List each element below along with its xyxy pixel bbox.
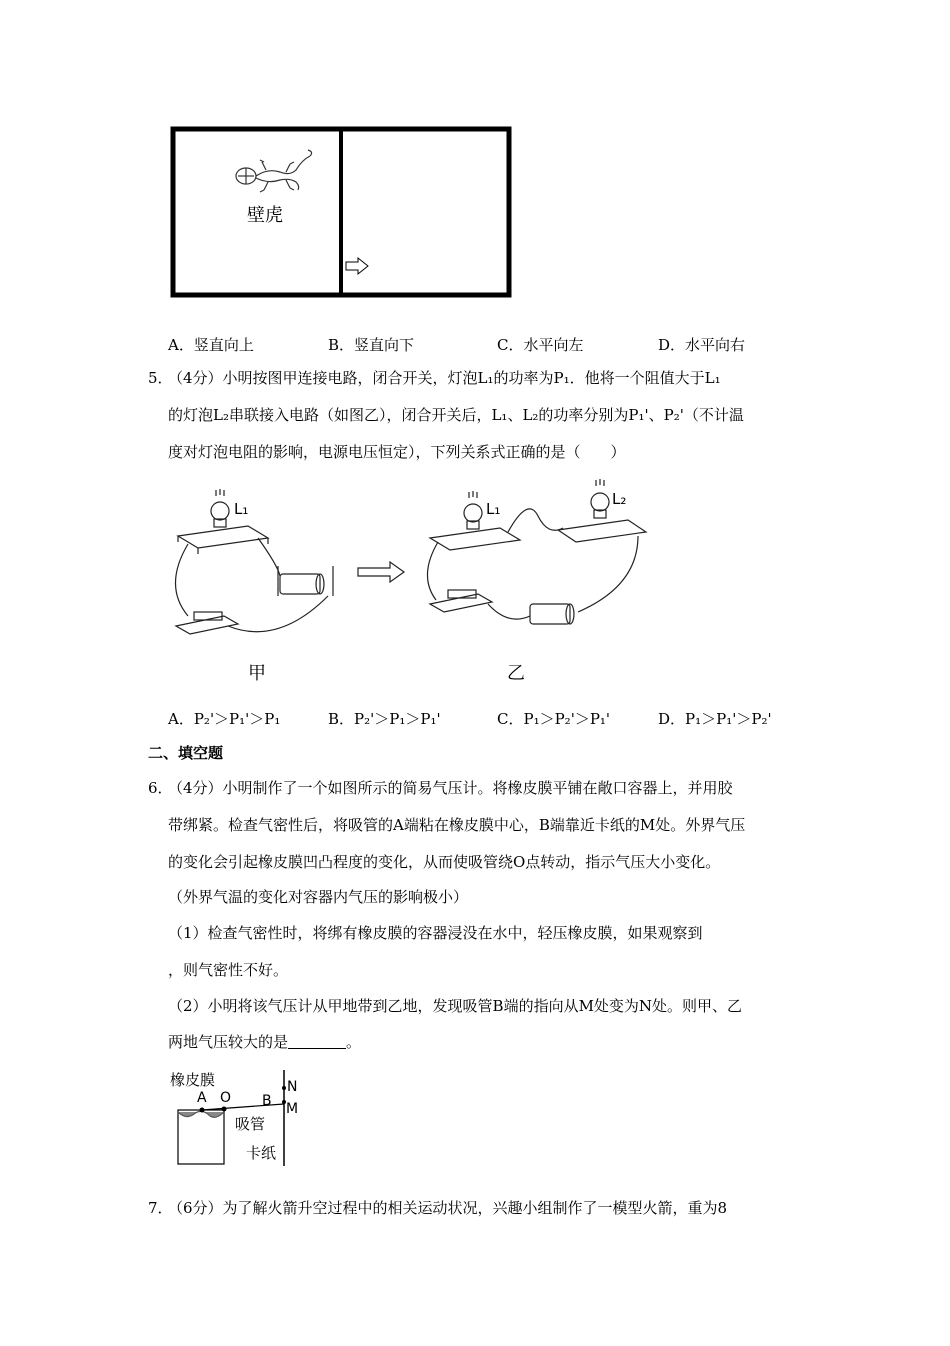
fig-label-b: B (262, 1093, 272, 1109)
q6-sub2-line1: （2）小明将该气压计从甲地带到乙地，发现吸管B端的指向从M处变为N处。则甲、乙 (168, 997, 743, 1015)
q6-sub2-post: 。 (346, 1033, 362, 1051)
option-b: B．竖直向下 (328, 336, 415, 354)
label-yi: 乙 (507, 663, 525, 684)
gecko-figure (168, 124, 514, 300)
bulb-l2-label-yi: L₂ (612, 490, 627, 508)
label-jia: 甲 (248, 663, 266, 684)
q5-line3: 度对灯泡电阻的影响，电源电压恒定），下列关系式正确的是（ ） (168, 443, 626, 461)
option-a: A．竖直向上 (168, 336, 254, 354)
q5-line1 (168, 368, 808, 388)
q5-option-a: A．P₂'＞P₁'＞P₁ (168, 710, 281, 728)
fig-label-n: N (287, 1079, 298, 1095)
gecko-icon (236, 150, 312, 192)
fig-label-o: O (220, 1090, 232, 1106)
fig-label-membrane: 橡皮膜 (170, 1071, 216, 1089)
q6-sub1-line1: （1）检查气密性时，将绑有橡皮膜的容器浸没在水中，轻压橡皮膜，如果观察到 (168, 924, 703, 942)
q5-text1: 小明按图甲连接电路，闭合开关，灯泡L₁的功率为P₁．他将一个阻值大于L₁ (222, 369, 721, 387)
q5-option-c: C．P₁＞P₂'＞P₁' (497, 710, 611, 728)
q5-option-b: B．P₂'＞P₁＞P₁' (328, 710, 441, 728)
q6-sub1-line2: ，则气密性不好。 (168, 961, 289, 979)
q6-number: 6． (148, 779, 173, 797)
section-title: 二、填空题 (148, 744, 224, 762)
arrow-right-icon (346, 258, 368, 274)
fig-label-a: A (197, 1090, 207, 1106)
fig-label-m: M (286, 1101, 299, 1117)
q6-line2: 带绑紧。检查气密性后，将吸管的A端粘在橡皮膜中心，B端靠近卡纸的M处。外界气压 (168, 816, 746, 834)
fig-label-card: 卡纸 (246, 1144, 277, 1162)
q6-sub2-line2 (168, 1032, 808, 1052)
fig-label-straw: 吸管 (235, 1115, 266, 1133)
q6-sub2-pre: 两地气压较大的是 (168, 1033, 289, 1051)
q5-line2: 的灯泡L₂串联接入电路（如图乙），闭合开关后，L₁、L₂的功率分别为P₁'、P₂'（不计温 (168, 406, 744, 424)
q7-line1: （6分）为了解火箭升空过程中的相关运动状况，兴趣小组制作了一模型火箭，重为8 (168, 1199, 728, 1217)
q5-score: （4分） (168, 369, 223, 387)
q6-line3: 的变化会引起橡皮膜凹凸程度的变化，从而使吸管绕O点转动，指示气压大小变化。 (168, 853, 721, 871)
option-c: C．水平向左 (497, 336, 584, 354)
q5-option-d: D．P₁＞P₁'＞P₂' (658, 710, 772, 728)
option-d: D．水平向右 (658, 336, 746, 354)
q5-number: 5． (148, 369, 173, 387)
q7-number: 7． (148, 1199, 173, 1217)
bulb-l1-label-yi: L₁ (486, 500, 501, 518)
answer-blank[interactable] (288, 1034, 346, 1049)
bulb-l1-label-jia: L₁ (234, 500, 249, 518)
gecko-caption: 壁虎 (247, 205, 283, 226)
q6-line4: （外界气温的变化对容器内气压的影响极小） (168, 888, 469, 906)
q6-line1: （4分）小明制作了一个如图所示的简易气压计。将橡皮膜平铺在敞口容器上，并用胶 (168, 779, 733, 797)
